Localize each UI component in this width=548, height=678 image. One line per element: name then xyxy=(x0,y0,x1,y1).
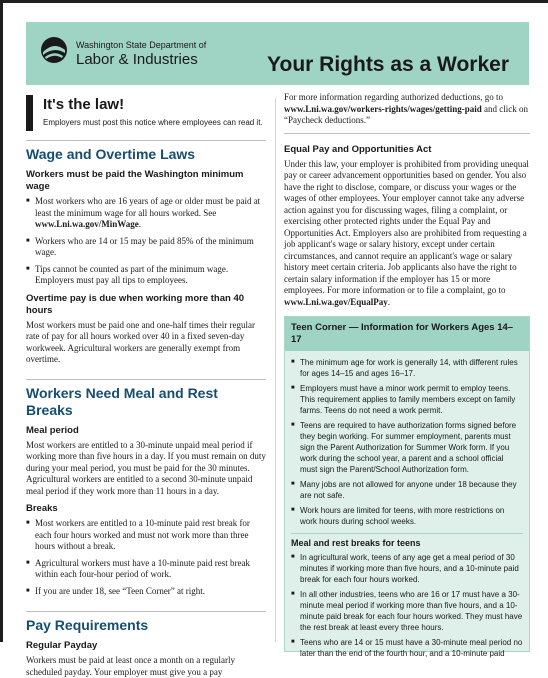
notice-marker xyxy=(26,95,33,131)
list-item: ■ The minimum age for work is generally 14, with different rules for ages 14–15 and ages 16–17. xyxy=(291,357,523,379)
right-column xyxy=(284,92,530,658)
pay-heading: Pay Requirements xyxy=(26,611,266,634)
agency-name-line1: Washington State Department of xyxy=(76,40,207,50)
list-item: ■ Teens are required to have authorization forms signed before they begin working. For summer employment, parents must sign the Parent Authorization for Summer Work form. If you work during the school year, a parent and a school official must sign the Parent/School Authorization form. xyxy=(291,420,523,475)
frame-top-border xyxy=(0,0,548,3)
meal-period-heading: Meal period xyxy=(26,424,79,436)
list-item: ■ Agricultural workers must have a 10-minute paid rest break within each four-hour period of work. xyxy=(26,558,266,581)
list-item: ■ In agricultural work, teens of any age get a meal period of 30 minutes if working more than five hours, and a 10-minute paid break for each four hours worked. xyxy=(291,552,523,585)
meal-period-text: Most workers are entitled to a 30-minute unpaid meal period if working more than five hours in a day. If you must remain on duty during your meal period, you must be paid for the 30 minutes. Agricultural workers are entitled to a second 30-minute unpaid meal period if they work more than 11 hours in a day. xyxy=(26,439,266,496)
min-wage-list xyxy=(26,196,266,287)
wage-heading: Wage and Overtime Laws xyxy=(26,140,266,163)
breaks-list xyxy=(26,518,266,597)
left-column xyxy=(26,92,266,677)
list-item: ■ Teens who are 14 or 15 must have a 30-minute meal period no later than the end of the fourth hour, and a 10-minute paid xyxy=(291,637,523,659)
teen-corner-box xyxy=(284,316,530,658)
agency-name-line2: Labor & Industries xyxy=(76,51,198,68)
list-item: ■ If you are under 18, see “Teen Corner” at right. xyxy=(26,586,266,598)
list-item: ■ Many jobs are not allowed for anyone under 18 because they are not safe. xyxy=(291,479,523,501)
teen-corner-heading: Teen Corner — Information for Workers Ages 14–17 xyxy=(285,317,529,351)
list-item: ■ Most workers are entitled to a 10-minute paid rest break for each four hours worked and must not work more than three hours without a break. xyxy=(26,518,266,553)
list-item: ■ Employers must have a minor work permit to employ teens. This requirement applies to family members except on family farms. Teens do not need a work permit. xyxy=(291,383,523,416)
lni-logo-icon xyxy=(40,36,68,64)
regular-payday-heading: Regular Payday xyxy=(26,640,98,651)
deductions-text: For more information regarding authorized deductions, go to www.Lni.wa.gov/workers-rights/wages/getting-paid and click on “Paycheck deductions.” xyxy=(284,92,528,125)
min-wage-link[interactable]: www.Lni.wa.gov/MinWage xyxy=(35,219,139,229)
column-divider xyxy=(275,98,276,642)
overtime-heading: Overtime pay is due when working more than 40 hours xyxy=(26,292,245,316)
law-subtitle: Employers must post this notice where employees can read it. xyxy=(43,118,263,127)
min-wage-heading: Workers must be paid the Washington minimum wage xyxy=(26,169,244,192)
page-title: Your Rights as a Worker xyxy=(267,53,509,77)
teen-meal-heading: Meal and rest breaks for teens xyxy=(291,533,523,548)
page-header xyxy=(26,22,529,85)
breaks-heading: Breaks xyxy=(26,503,58,514)
overtime-text: Most workers must be paid one and one-half times their regular rate of pay for all hours worked over 40 in a fixed seven-day workweek. Agricultural workers are generally exempt from overtime. xyxy=(26,319,255,364)
frame-left-border xyxy=(0,0,3,642)
list-item: ■ Work hours are limited for teens, with more restrictions on work hours during school weeks. xyxy=(291,505,523,527)
law-title: It's the law! xyxy=(43,96,125,113)
teen-meal-list xyxy=(285,552,529,659)
teen-list xyxy=(285,357,529,527)
equal-pay-heading: Equal Pay and Opportunities Act xyxy=(284,143,432,155)
list-item: ■ Most workers who are 16 years of age or older must be paid at least the minimum wage for all hours worked. See www.Lni.wa.gov/MinWage. xyxy=(26,196,266,231)
deductions-link[interactable]: www.Lni.wa.gov/workers-rights/wages/getting-paid xyxy=(284,103,482,114)
its-the-law-notice xyxy=(26,92,266,132)
list-item: ■ Tips cannot be counted as part of the minimum wage. Employers must pay all tips to employees. xyxy=(26,264,266,287)
list-item: ■ In all other industries, teens who are 16 or 17 must have a 30-minute meal period if working more than five hours, and a 10-minute paid break for each four hours worked. They must have the rest break at least every three hours. xyxy=(291,589,523,633)
regular-payday-text: Workers must be paid at least once a month on a regularly scheduled payday. Your employer must give you a pay xyxy=(26,655,235,677)
list-item: ■ Workers who are 14 or 15 may be paid 85% of the minimum wage. xyxy=(26,236,266,259)
meal-heading: Workers Need Meal and Rest Breaks xyxy=(26,379,266,419)
equal-pay-text: Under this law, your employer is prohibited from providing unequal pay or career advancement opportunities based on gender. You also have the right to disclose, compare, or discuss your wages or the wages of other employees. Your employer cannot take any adverse action against you for discussing wages, filing a complaint, or exercising other protected rights under the Equal Pay and Opportunities Act. Employers also are prohibited from requesting a job applicant's wage or salary history, except under certain circumstances, and cannot require an applicant's wage or salary history meet certain criteria. Job applicants also have the right to certain salary information if the employer has 15 or more employees. For more information or to file a complaint, go to www.Lni.wa.gov/EqualPay. xyxy=(284,158,529,307)
equal-pay-link[interactable]: www.Lni.wa.gov/EqualPay xyxy=(284,296,388,307)
